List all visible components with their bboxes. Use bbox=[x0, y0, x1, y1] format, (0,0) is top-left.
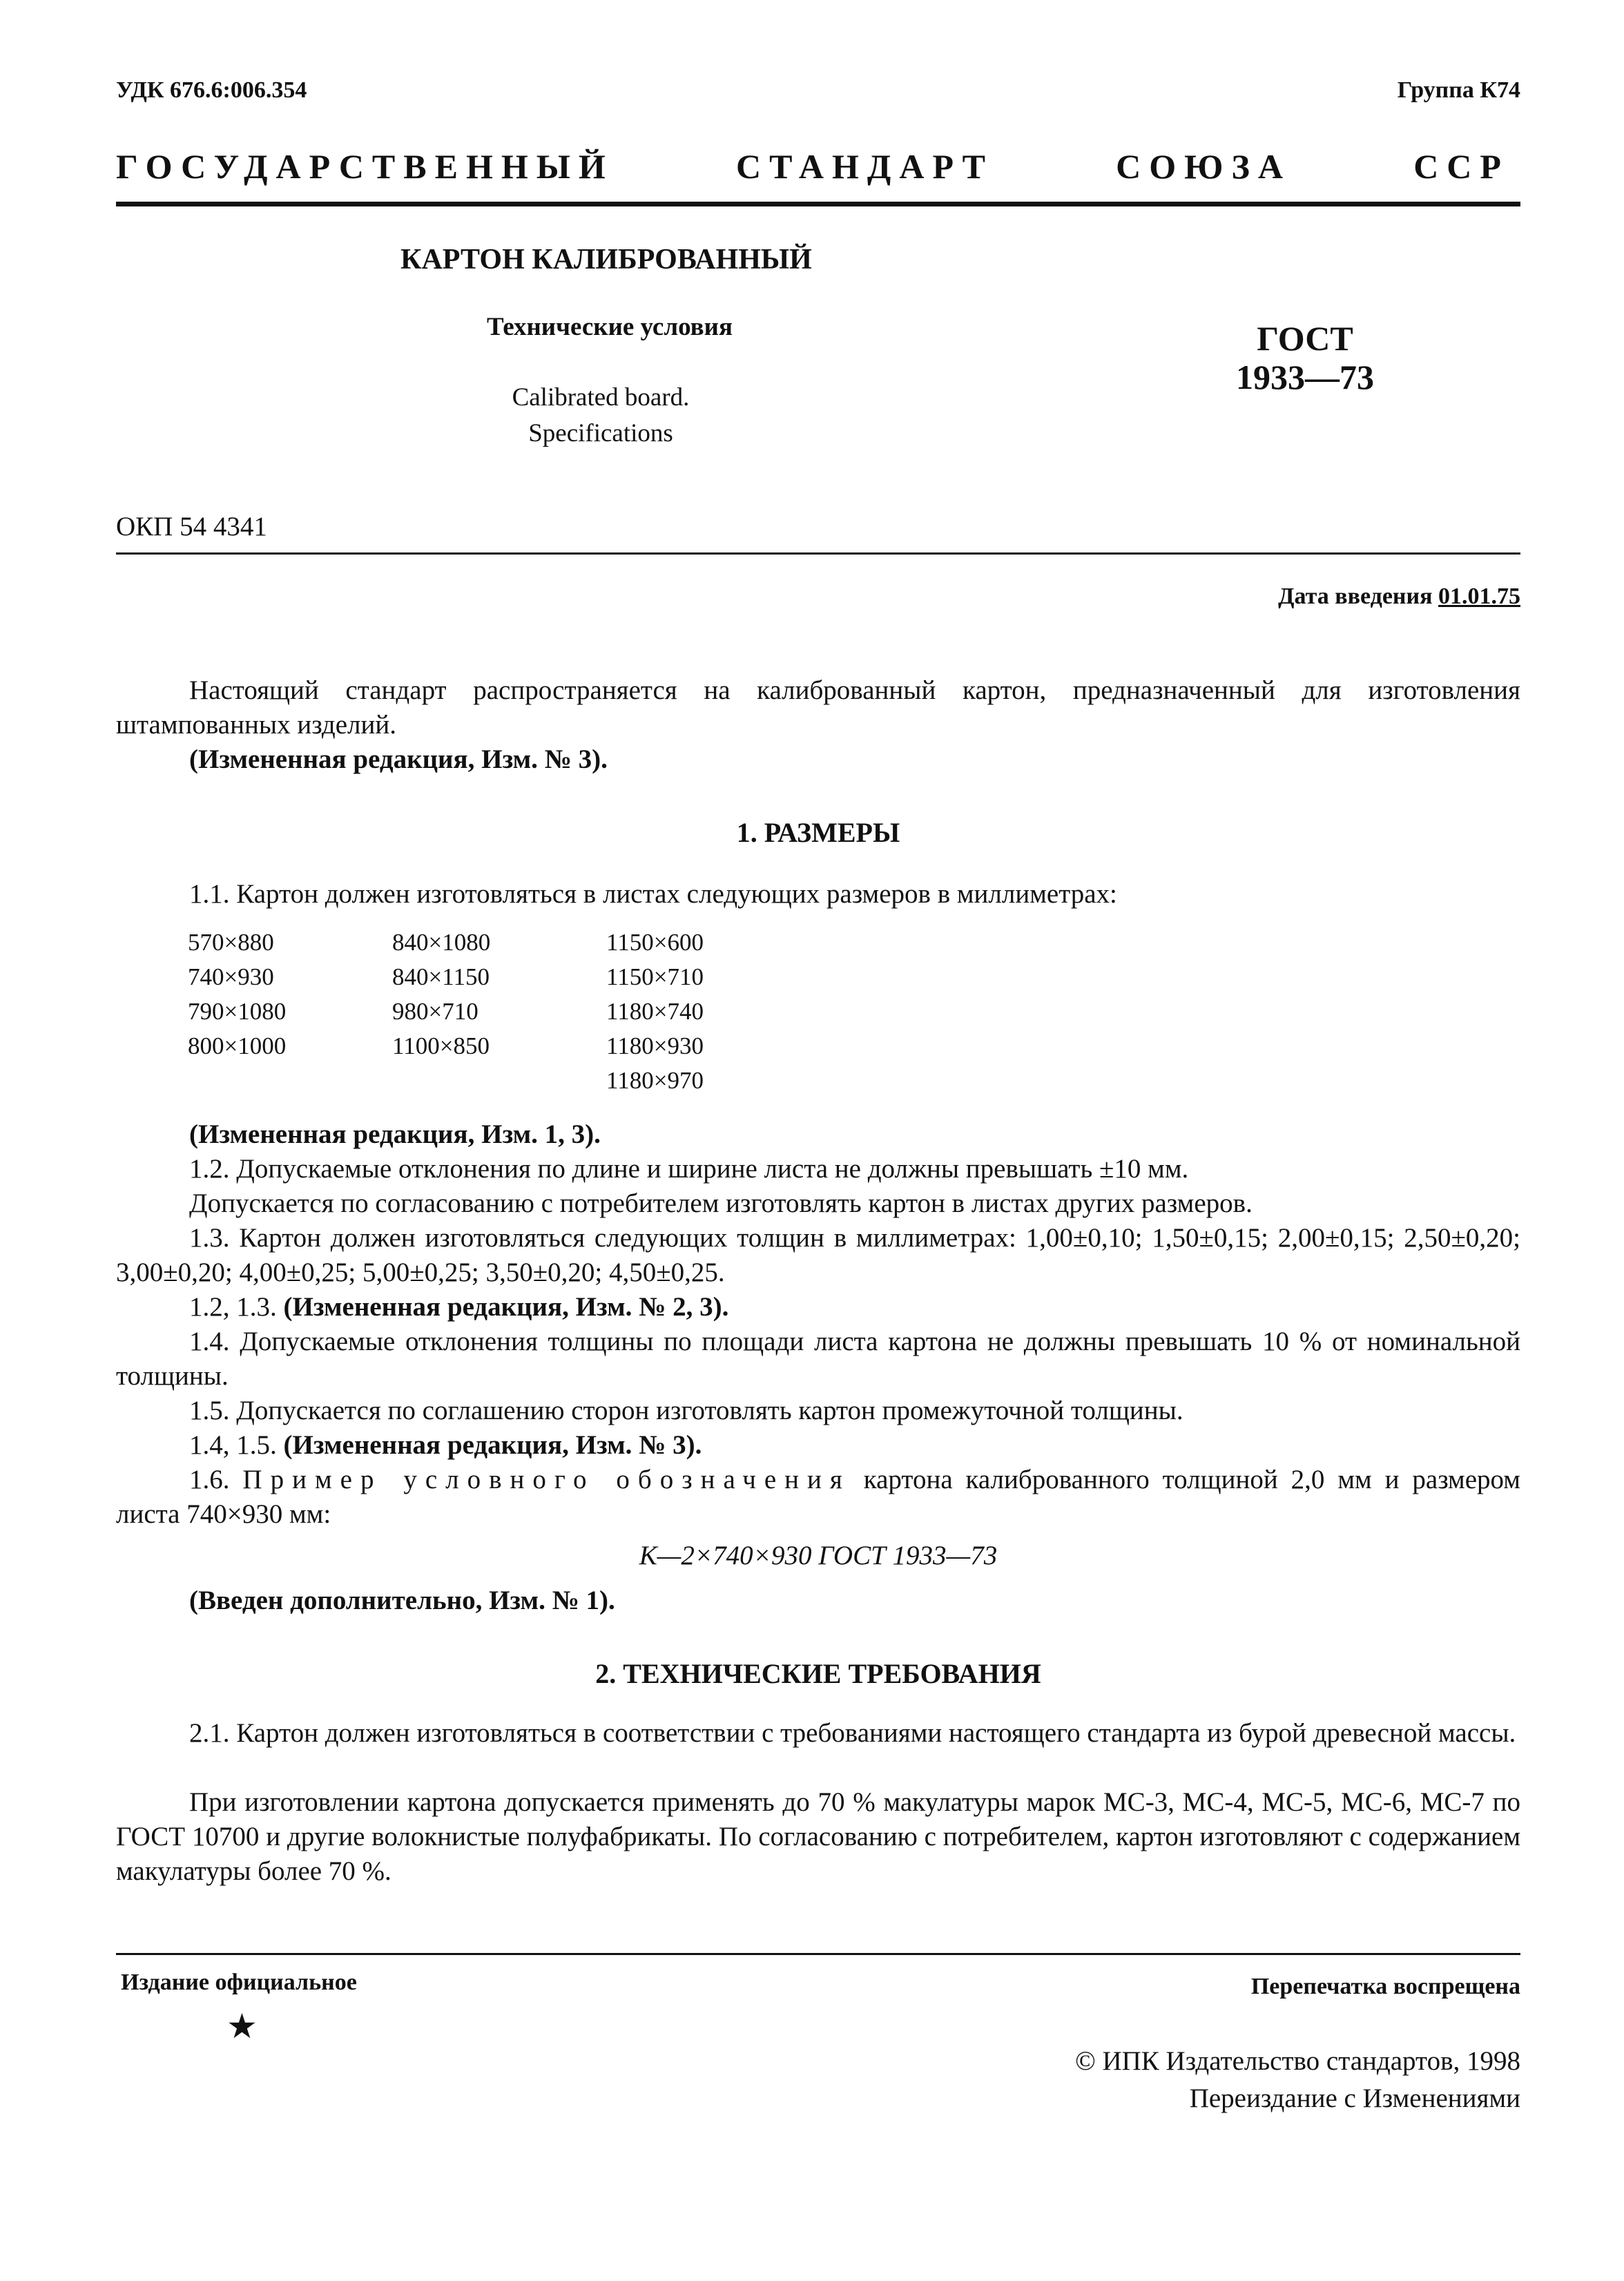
para-2-1: 2.1. Картон должен изготовляться в соответствии с требованиями настоящего стандарта из бурой древесной массы. bbox=[189, 1718, 1516, 1748]
amendment-3 bbox=[116, 1428, 1520, 1463]
size-item: 980×710 bbox=[392, 998, 478, 1025]
section-2-heading: 2. ТЕХНИЧЕСКИЕ ТРЕБОВАНИЯ bbox=[595, 1658, 1041, 1689]
english-title-line1: Calibrated board. bbox=[512, 383, 690, 412]
para-2-1b: При изготовлении картона допускается применять до 70 % макулатуры марок МС-3, МС-4, МС-5, МС-6, МС-7 по ГОСТ 10700 и другие волокнистые полуфабрикаты. По согласованию с потребителем, картон изготовляют с содержанием макулатуры более 70 %. bbox=[116, 1787, 1520, 1886]
size-item: 1150×710 bbox=[606, 963, 704, 990]
state-word-4: ССР bbox=[1413, 147, 1509, 186]
size-item: 570×880 bbox=[188, 929, 274, 956]
intro-date-label: Дата введения bbox=[1278, 584, 1433, 609]
size-item: 1100×850 bbox=[392, 1032, 490, 1059]
para-1-6-number: 1.6. bbox=[189, 1465, 230, 1494]
para-1-4: 1.4. Допускаемые отклонения толщины по площади листа картона не должны превышать 10 % от номинальной толщины. bbox=[116, 1327, 1520, 1391]
size-item: 1180×740 bbox=[606, 998, 704, 1025]
state-word-3: СОЮЗА bbox=[1116, 147, 1291, 186]
intro-date bbox=[1278, 584, 1520, 610]
intro-date-value: 01.01.75 bbox=[1438, 584, 1520, 609]
section-1-heading: 1. РАЗМЕРЫ bbox=[736, 817, 900, 848]
state-word-1: ГОСУДАРСТВЕННЫЙ bbox=[116, 147, 614, 186]
gost-number: 1933—73 bbox=[1236, 358, 1374, 396]
para-1-2: 1.2. Допускаемые отклонения по длине и ширине листа не должны превышать ±10 мм. bbox=[189, 1154, 1189, 1184]
state-standard-line bbox=[116, 146, 1509, 186]
size-item: 840×1080 bbox=[392, 929, 491, 956]
amendment-2-prefix: 1.2, 1.3. bbox=[189, 1292, 277, 1322]
intro-amendment: (Измененная редакция, Изм. № 3). bbox=[189, 744, 608, 774]
size-item: 1180×930 bbox=[606, 1032, 704, 1059]
para-1-1: 1.1. Картон должен изготовляться в листах следующих размеров в миллиметрах: bbox=[189, 879, 1117, 909]
para-1-2b: Допускается по согласованию с потребителем изготовлять картон в листах других размеров. bbox=[189, 1188, 1253, 1218]
header-rule bbox=[116, 202, 1520, 206]
size-item: 800×1000 bbox=[188, 1032, 287, 1059]
amendment-1: (Измененная редакция, Изм. 1, 3). bbox=[189, 1119, 601, 1149]
copyright: © ИПК Издательство стандартов, 1998 bbox=[1075, 2046, 1520, 2076]
designation-example: К—2×740×930 ГОСТ 1933—73 bbox=[639, 1541, 998, 1570]
amendment-2-text: (Измененная редакция, Изм. № 2, 3). bbox=[283, 1292, 729, 1322]
english-title bbox=[442, 380, 760, 452]
document-title: КАРТОН КАЛИБРОВАННЫЙ bbox=[400, 244, 812, 276]
sizes-column-3 bbox=[606, 925, 704, 1098]
amendment-4: (Введен дополнительно, Изм. № 1). bbox=[189, 1586, 615, 1615]
english-title-line2: Specifications bbox=[528, 419, 673, 447]
para-1-3: 1.3. Картон должен изготовляться следующих толщин в миллиметрах: 1,00±0,10; 1,50±0,15; 2,00±0,15; 2,50±0,20; 3,00±0,20; 4,00±0,25; 5,00±0,25; 3,50±0,20; 4,50±0,25. bbox=[116, 1223, 1520, 1287]
para-1-6 bbox=[116, 1463, 1520, 1532]
amendment-3-prefix: 1.4, 1.5. bbox=[189, 1430, 277, 1460]
state-word-2: СТАНДАРТ bbox=[735, 147, 994, 186]
size-item: 1150×600 bbox=[606, 929, 704, 956]
okp-code: ОКП 54 4341 bbox=[116, 512, 267, 541]
amendment-2 bbox=[116, 1290, 1520, 1325]
para-1-5: 1.5. Допускается по соглашению сторон изготовлять картон промежуточной толщины. bbox=[189, 1396, 1183, 1425]
sizes-column-1 bbox=[188, 925, 286, 1063]
size-item: 740×930 bbox=[188, 963, 274, 990]
document-subtitle: Технические условия bbox=[487, 313, 733, 341]
size-item: 840×1150 bbox=[392, 963, 490, 990]
para-1-6-spaced: Пример условного обозначения bbox=[242, 1465, 851, 1494]
intro-paragraph: Настоящий стандарт распространяется на калиброванный картон, предназначенный для изготовления штампованных изделий. bbox=[116, 675, 1520, 740]
star-icon: ★ bbox=[226, 2007, 258, 2046]
footer-rule bbox=[116, 1953, 1520, 1955]
para-1-6-rest: картона калиброванного толщиной 2,0 мм и размером листа 740×930 мм: bbox=[116, 1465, 1520, 1529]
sizes-column-2 bbox=[392, 925, 490, 1063]
reissue-note: Переиздание с Изменениями bbox=[1189, 2083, 1520, 2113]
reprint-prohibited: Перепечатка воспрещена bbox=[1250, 1974, 1520, 1999]
size-item: 1180×970 bbox=[606, 1067, 704, 1094]
gost-designation bbox=[1201, 319, 1409, 396]
group-code: Группа К74 bbox=[1397, 77, 1520, 103]
udk-code: УДК 676.6:006.354 bbox=[116, 77, 307, 103]
official-edition: Издание официальное bbox=[121, 1970, 357, 1995]
gost-label: ГОСТ bbox=[1257, 319, 1353, 358]
amendment-3-text: (Измененная редакция, Изм. № 3). bbox=[283, 1430, 702, 1460]
size-item: 790×1080 bbox=[188, 998, 287, 1025]
okp-rule bbox=[116, 552, 1520, 555]
